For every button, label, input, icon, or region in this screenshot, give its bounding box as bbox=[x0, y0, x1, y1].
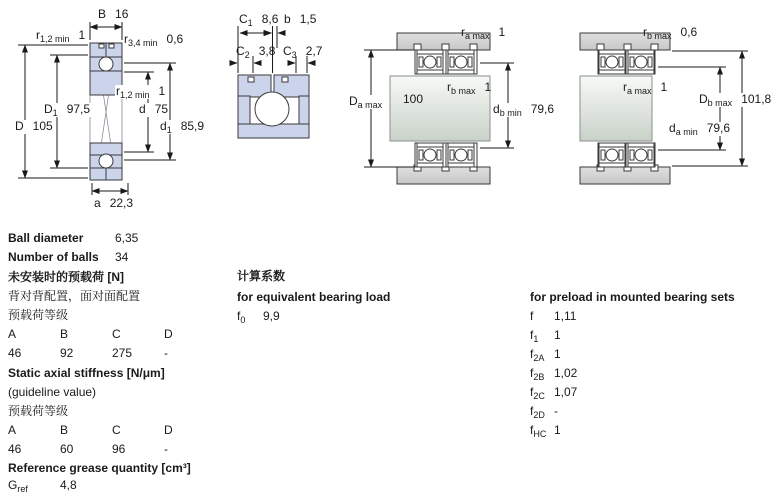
number-of-balls-row bbox=[8, 250, 128, 264]
factor-row-f2d: $f_{2D}$ - bbox=[530, 404, 558, 420]
ball-diameter-value: 6,35 bbox=[115, 231, 139, 245]
dim-da-min: $d_{a min}$ 79,6 bbox=[669, 121, 731, 137]
dim-rb-housing: $r_{b max}$ 1 bbox=[447, 80, 492, 96]
dim-rb-shaft: $r_{b max}$ 0,6 bbox=[643, 25, 698, 41]
number-of-balls-label: Number of balls bbox=[8, 250, 99, 264]
dim-ra-housing: $r_{a max}$ 1 bbox=[461, 25, 506, 41]
stiffness-table-headers: A B C D bbox=[8, 423, 173, 437]
bore-detail-diagram bbox=[230, 26, 315, 138]
dim-Da-max-value: 100 bbox=[403, 92, 424, 106]
dim-r12-right: $r_{1,2 min}$ 1 bbox=[116, 84, 166, 100]
factor-row-fhc: $f_{HC}$ 1 bbox=[530, 423, 561, 439]
dim-C3: $C_3$ 2,7 bbox=[283, 44, 323, 60]
dim-C2: $C_2$ 3,8 bbox=[236, 44, 276, 60]
dim-Da-max: $D_{a max}$ bbox=[349, 94, 383, 110]
dim-db-min: $d_{b min}$ 79,6 bbox=[493, 102, 555, 118]
factors-heading-zh: 计算系数 bbox=[237, 269, 286, 283]
factor-row-f1: $f_1$ 1 bbox=[530, 328, 561, 344]
factor-row-f2a: $f_{2A}$ 1 bbox=[530, 347, 561, 363]
dim-width-B: B 16 bbox=[98, 7, 129, 21]
factor-row-f2b: $f_{2B}$ 1,02 bbox=[530, 366, 578, 382]
preload-arrangement: 背对背配置，面对面配置 bbox=[8, 289, 141, 303]
preload-table-headers: A B C D bbox=[8, 327, 173, 341]
dim-a: a 22,3 bbox=[94, 196, 134, 210]
stiffness-table-values: 46 60 96 - bbox=[8, 442, 168, 456]
dim-b-land: b 1,5 bbox=[284, 12, 317, 26]
factor-row-f: f 1,11 bbox=[530, 309, 577, 323]
stiffness-class-label: 预载荷等级 bbox=[8, 404, 69, 418]
dim-r34: $r_{3,4 min}$ 0,6 bbox=[124, 32, 184, 48]
stiffness-heading: Static axial stiffness [N/μm] bbox=[8, 366, 165, 380]
equivalent-load-heading: for equivalent bearing load bbox=[237, 290, 391, 304]
dim-d1: $d_1$ 85,9 bbox=[160, 119, 205, 135]
dim-D1: $D_1$ 97,5 bbox=[44, 102, 91, 118]
dim-ra-shaft: $r_{a max}$ 1 bbox=[623, 80, 668, 96]
preload-sets-heading: for preload in mounted bearing sets bbox=[530, 290, 735, 304]
preload-class-label: 预载荷等级 bbox=[8, 308, 69, 322]
grease-heading: Reference grease quantity [cm³] bbox=[8, 461, 191, 475]
number-of-balls-value: 34 bbox=[115, 250, 129, 264]
factor-row-f0: $f_0$ 9,9 bbox=[237, 309, 280, 325]
preload-heading: 未安装时的预载荷 [N] bbox=[8, 270, 124, 284]
dim-r12-top: $r_{1,2 min}$ 1 bbox=[36, 28, 86, 44]
factor-row-f2c: $f_{2C}$ 1,07 bbox=[530, 385, 578, 401]
ball-diameter-row bbox=[8, 231, 138, 245]
ball-diameter-label: Ball diameter bbox=[8, 231, 84, 245]
dim-Db-max: $D_{b max}$ 101,8 bbox=[699, 92, 772, 108]
dim-D: D 105 bbox=[15, 119, 53, 133]
shaft-abutment-diagram bbox=[580, 33, 748, 184]
dim-d: d 75 bbox=[139, 102, 169, 116]
stiffness-note: (guideline value) bbox=[8, 385, 97, 399]
preload-table-values: 46 92 275 - bbox=[8, 346, 168, 360]
grease-row: $G_{ref}$ 4,8 bbox=[8, 478, 77, 494]
dim-C1: $C_1$ 8,6 bbox=[239, 12, 279, 28]
